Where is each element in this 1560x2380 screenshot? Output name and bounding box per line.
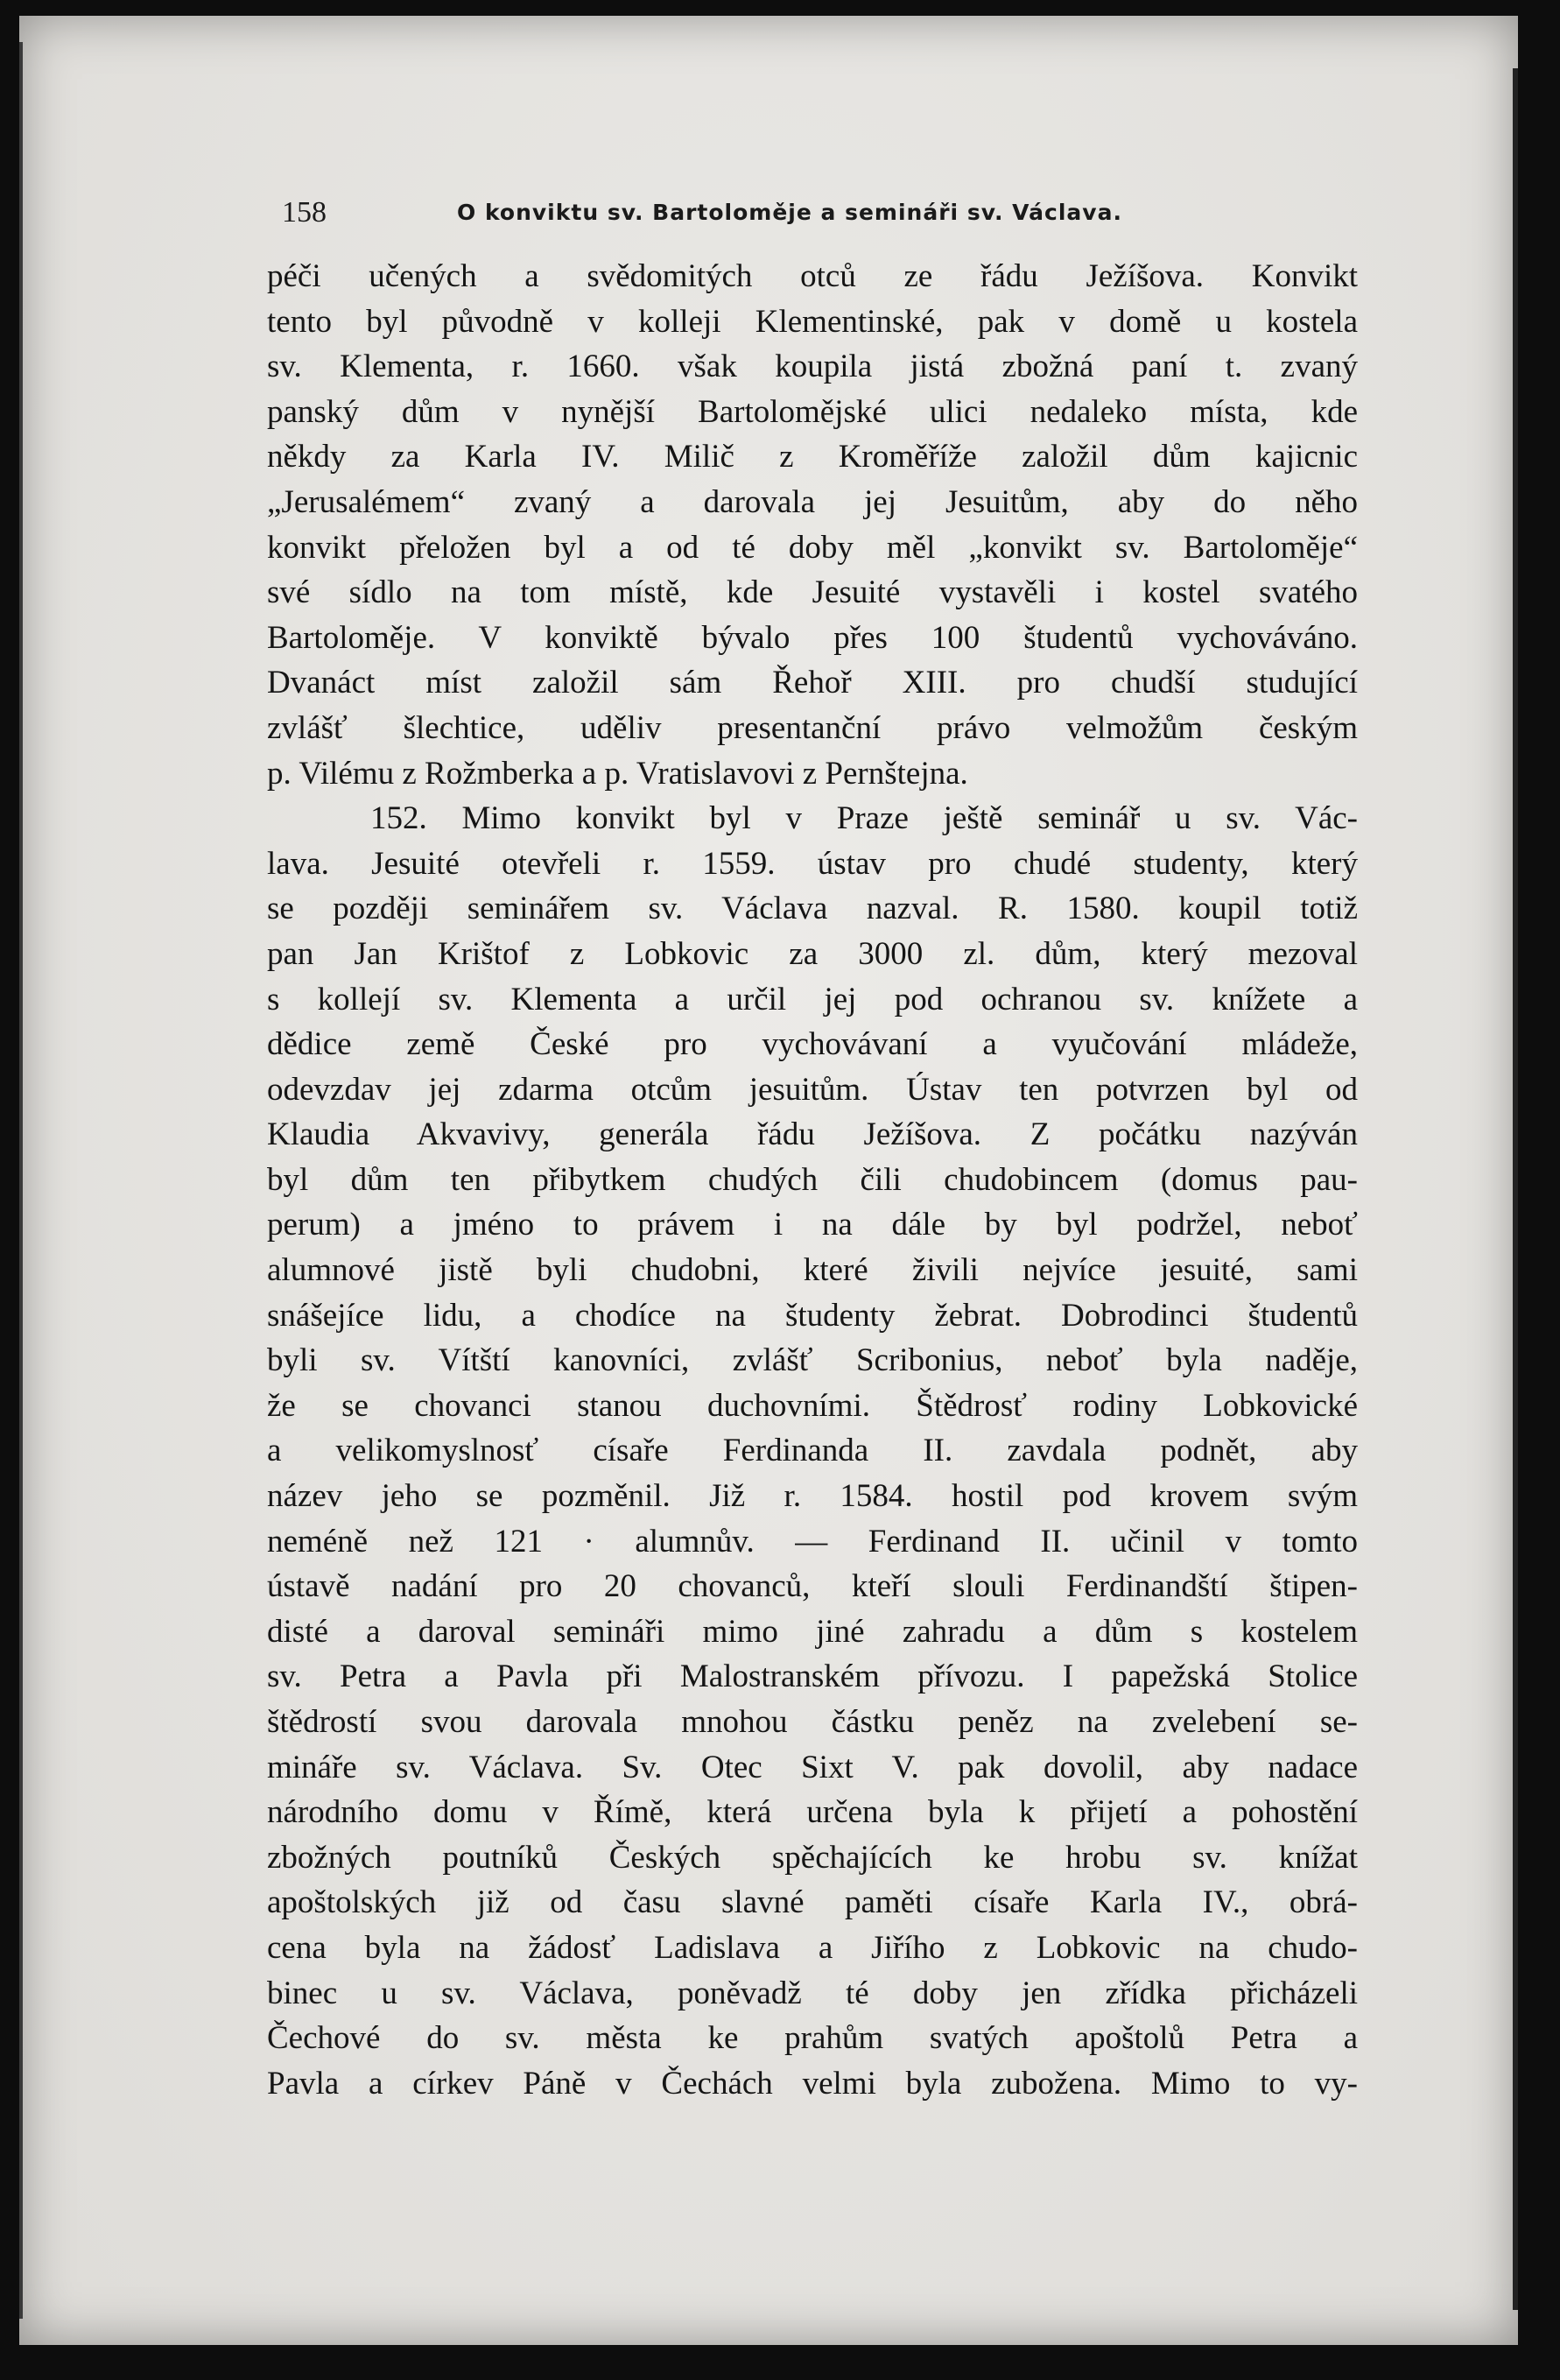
text-line: p. Vilému z Rožmberka a p. Vratislavovi z Pernštejna.	[267, 755, 968, 792]
text-line: Pavla a církev Páně v Čechách velmi byla zubožena. Mimo to vy-	[267, 2065, 1358, 2102]
text-line: a velikomyslnosť císaře Ferdinanda II. zavdala podnět, aby	[267, 1433, 1358, 1469]
text-line: s kollejí sv. Klementa a určil jej pod ochranou sv. knížete a	[267, 981, 1358, 1017]
text-line: 152. Mimo konvikt byl v Praze ještě seminář u sv. Vác-	[370, 800, 1358, 837]
text-line: byli sv. Vítští kanovníci, zvlášť Scribonius, neboť byla naděje,	[267, 1342, 1358, 1379]
text-line: název jeho se pozměnil. Již r. 1584. hostil pod krovem svým	[267, 1478, 1358, 1515]
page-edge-left	[19, 42, 23, 2319]
text-line: konvikt přeložen byl a od té doby měl „konvikt sv. Bartoloměje“	[267, 529, 1358, 566]
text-line: že se chovanci stanou duchovními. Štědrosť rodiny Lobkovické	[267, 1387, 1358, 1424]
page-number: 158	[282, 196, 327, 229]
text-line: štědrostí svou darovala mnohou částku peněz na zvelebení se-	[267, 1704, 1358, 1740]
text-line: Dvanáct míst založil sám Řehoř XIII. pro chudší studující	[267, 665, 1358, 701]
text-line: cena byla na žádosť Ladislava a Jiřího z Lobkovic na chudo-	[267, 1929, 1358, 1966]
text-line: lava. Jesuité otevřeli r. 1559. ústav pro chudé studenty, který	[267, 845, 1358, 882]
text-line: péči učených a svědomitých otců ze řádu Ježíšova. Konvikt	[267, 258, 1358, 294]
text-line: zvlášť šlechtice, uděliv presentanční právo velmožům českým	[267, 709, 1358, 746]
text-line: neméně než 121 · alumnův. — Ferdinand II. učinil v tomto	[267, 1523, 1358, 1560]
paragraph	[267, 796, 1358, 2106]
text-line: sv. Petra a Pavla při Malostranském přívozu. I papežská Stolice	[267, 1658, 1358, 1695]
text-line: alumnové jistě byli chudobni, které živili nejvíce jesuité, sami	[267, 1252, 1358, 1289]
text-line: někdy za Karla IV. Milič z Kroměříže založil dům kajicnic	[267, 439, 1358, 475]
text-line: „Jerusalémem“ zvaný a darovala jej Jesuitům, aby do něho	[267, 483, 1358, 520]
text-line: zbožných poutníků Českých spěchajících ke hrobu sv. knížat	[267, 1839, 1358, 1876]
text-line: perum) a jméno to právem i na dále by byl podržel, neboť	[267, 1207, 1358, 1243]
text-line: tento byl původně v kolleji Klementinské, pak v domě u kostela	[267, 303, 1358, 340]
text-line: pan Jan Krištof z Lobkovic za 3000 zl. dům, který mezoval	[267, 935, 1358, 972]
text-line: své sídlo na tom místě, kde Jesuité vystavěli i kostel svatého	[267, 574, 1358, 611]
text-line: mináře sv. Václava. Sv. Otec Sixt V. pak dovolil, aby nadace	[267, 1749, 1358, 1785]
text-line: ústavě nadání pro 20 chovanců, kteří slouli Ferdinandští štipen-	[267, 1568, 1358, 1605]
text-line: Klaudia Akvavivy, generála řádu Ježíšova. Z počátku nazýván	[267, 1116, 1358, 1153]
text-line: binec u sv. Václava, poněvadž té doby jen zřídka přicházeli	[267, 1975, 1358, 2011]
text-line: Čechové do sv. města ke prahům svatých apoštolů Petra a	[267, 2020, 1358, 2057]
text-line: byl dům ten přibytkem chudých čili chudobincem (domus pau-	[267, 1161, 1358, 1198]
paragraph	[267, 254, 1358, 796]
text-line: dědice země České pro vychovávaní a vyučování mládeže,	[267, 1026, 1358, 1063]
running-head: O konviktu sv. Bartoloměje a semináři sv. Václava.	[457, 200, 1122, 225]
text-line: sv. Klementa, r. 1660. však koupila jistá zbožná paní t. zvaný	[267, 349, 1358, 385]
text-line: Bartoloměje. V konviktě bývalo přes 100 študentů vychováváno.	[267, 619, 1358, 656]
text-line: disté a daroval semináři mimo jiné zahradu a dům s kostelem	[267, 1613, 1358, 1650]
text-line: se později seminářem sv. Václava nazval. R. 1580. koupil totiž	[267, 891, 1358, 927]
text-line: apoštolských již od času slavné paměti císaře Karla IV., obrá-	[267, 1884, 1358, 1921]
body-text	[267, 254, 1358, 2106]
text-line: snášejíce lidu, a chodíce na študenty žebrat. Dobrodinci študentů	[267, 1297, 1358, 1334]
text-line: panský dům v nynější Bartolomějské ulici nedaleko místa, kde	[267, 393, 1358, 430]
page-edge-right	[1513, 68, 1518, 2310]
page-header	[282, 196, 1402, 231]
text-line: národního domu v Římě, která určena byla k přijetí a pohostění	[267, 1794, 1358, 1831]
text-line: odevzdav jej zdarma otcům jesuitům. Ústav ten potvrzen byl od	[267, 1071, 1358, 1108]
